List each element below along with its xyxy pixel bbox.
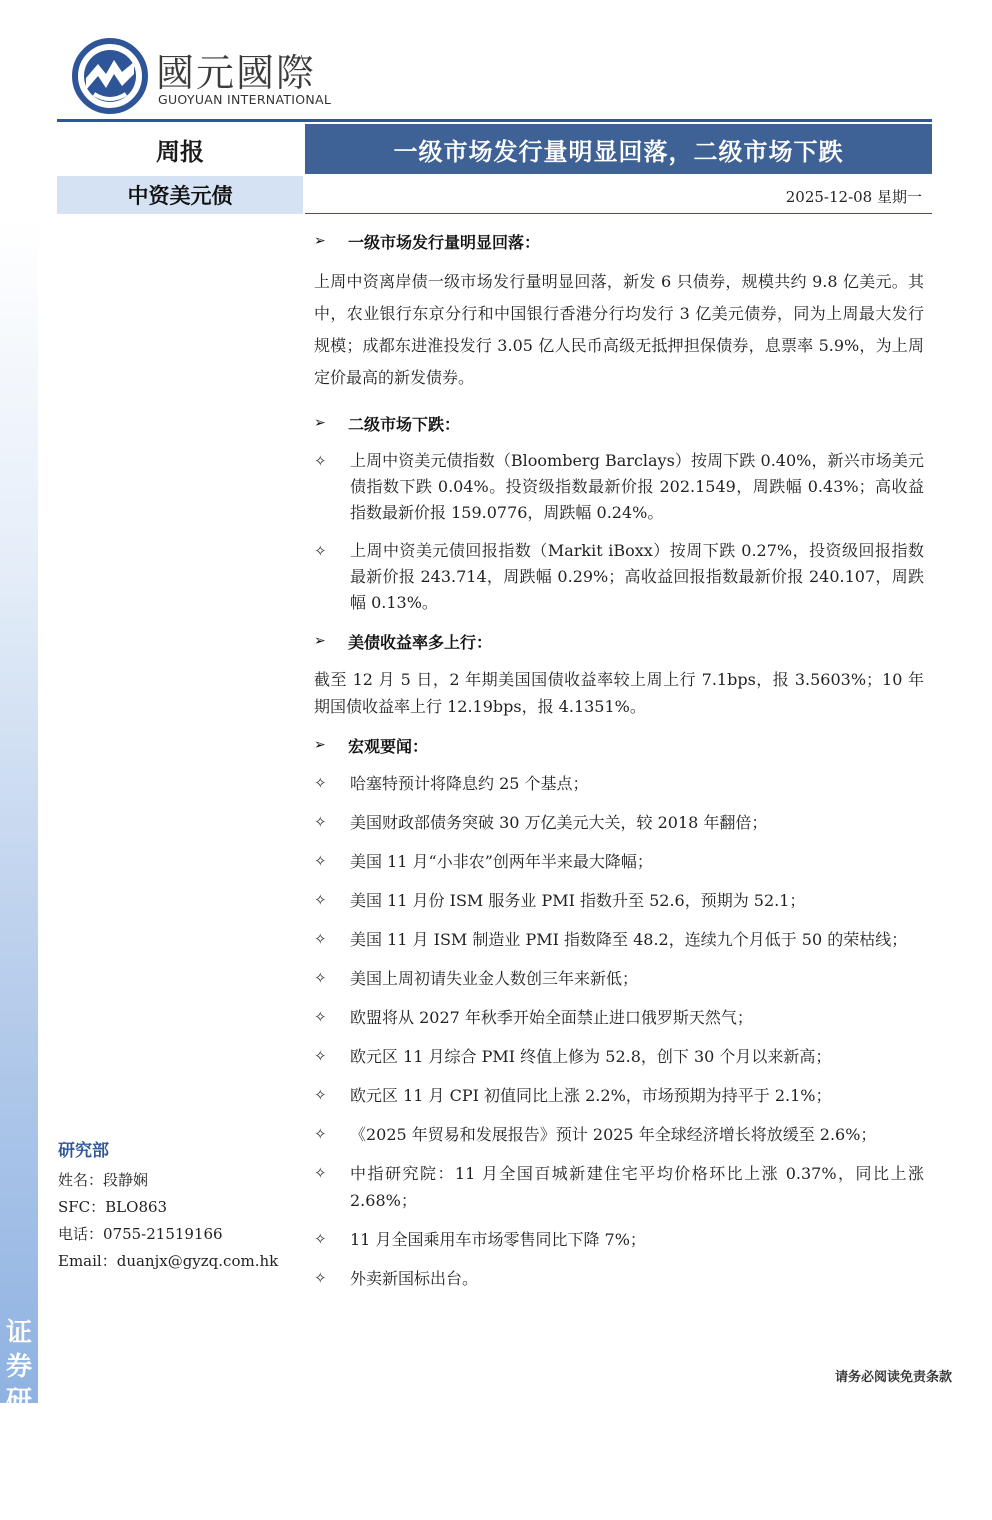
arrow-right-icon: ➢ <box>314 633 326 649</box>
list-item <box>314 448 924 526</box>
list-item-text: 美国上周初请失业金人数创三年来新低； <box>350 969 639 988</box>
report-type: 周报 <box>57 124 303 174</box>
footer-disclaimer: 请务必阅读免责条款 <box>834 1370 952 1385</box>
list-item-text: 美国财政部债务突破 30 万亿美元大关，较 2018 年翻倍； <box>350 813 768 832</box>
list-item <box>314 1265 924 1292</box>
analyst-name: 姓名：段静娴 <box>58 1171 149 1189</box>
list-item <box>314 1043 924 1070</box>
list-item-text: 中指研究院：11 月全国百城新建住宅平均价格环比上涨 0.37%，同比上涨 2.68%； <box>350 1164 924 1210</box>
list-item <box>314 926 924 953</box>
diamond-star-icon: ✧ <box>314 813 327 831</box>
list-item-text: 美国 11 月 ISM 制造业 PMI 指数降至 48.2，连续九个月低于 50 的荣枯线； <box>350 930 908 949</box>
diamond-star-icon: ✧ <box>314 969 327 987</box>
list-item <box>314 1160 924 1214</box>
list-item-text: 欧元区 11 月 CPI 初值同比上涨 2.2%，市场预期为持平于 2.1%； <box>350 1086 832 1105</box>
diamond-star-icon: ✧ <box>314 542 327 560</box>
diamond-star-icon: ✧ <box>314 1086 327 1104</box>
list-item <box>314 848 924 875</box>
sidebar-gradient-strip <box>0 216 38 1518</box>
section-heading <box>314 628 924 654</box>
list-item <box>314 1082 924 1109</box>
report-body <box>314 228 924 1304</box>
list-item-text: 哈塞特预计将降息约 25 个基点； <box>350 774 589 793</box>
sidebar-char: 研 <box>5 1386 32 1416</box>
section-heading-text: 一级市场发行量明显回落： <box>348 232 541 252</box>
sidebar-char: 报 <box>5 1454 32 1484</box>
list-item-text: 11 月全国乘用车市场零售同比下降 7%； <box>350 1230 646 1249</box>
logo-name-en: GUOYUAN INTERNATIONAL <box>158 92 332 107</box>
arrow-right-icon: ➢ <box>314 737 326 753</box>
diamond-star-icon: ✧ <box>314 1269 327 1287</box>
logo-mark-icon <box>72 38 148 114</box>
section-heading-text: 宏观要闻： <box>348 736 429 756</box>
list-item-text: 上周中资美元债指数（Bloomberg Barclays）按周下跌 0.40%，新兴市场美元债指数下跌 0.04%。投资级指数最新价报 202.1549，周跌幅 0.43%；高收益指数最新价报 159.0776，周跌幅 0.24%。 <box>350 451 924 522</box>
list-item <box>314 887 924 914</box>
arrow-right-icon: ➢ <box>314 415 326 431</box>
diamond-star-icon: ✧ <box>314 1008 327 1026</box>
list-item <box>314 1004 924 1031</box>
list-item-text: 欧元区 11 月综合 PMI 终值上修为 52.8，创下 30 个月以来新高； <box>350 1047 832 1066</box>
list-item-text: 外卖新国标出台。 <box>350 1269 479 1288</box>
list-item <box>314 1226 924 1253</box>
analyst-dept: 研究部 <box>58 1141 109 1161</box>
sidebar-char: 券 <box>5 1352 32 1382</box>
sidebar-char: 证 <box>5 1318 32 1348</box>
diamond-star-icon: ✧ <box>314 852 327 870</box>
list-item <box>314 1121 924 1148</box>
report-title: 一级市场发行量明显回落，二级市场下跌 <box>305 124 932 174</box>
diamond-star-icon: ✧ <box>314 452 327 470</box>
diamond-star-icon: ✧ <box>314 930 327 948</box>
sidebar-vertical-label <box>4 1316 34 1520</box>
list-item-text: 美国 11 月“小非农”创两年半来最大降幅； <box>350 852 653 871</box>
list-item <box>314 538 924 616</box>
company-logo <box>72 38 342 114</box>
section-heading <box>314 732 924 758</box>
section-paragraph: 截至 12 月 5 日，2 年期美国国债收益率较上周上行 7.1bps，报 3.5603%；10 年期国债收益率上行 12.19bps，报 4.1351%。 <box>314 670 924 716</box>
logo-name-cn: 國元國際 <box>156 51 317 95</box>
diamond-star-icon: ✧ <box>314 1047 327 1065</box>
section-heading-text: 美债收益率多上行： <box>348 632 493 652</box>
list-item <box>314 770 924 797</box>
diamond-star-icon: ✧ <box>314 1164 327 1182</box>
arrow-right-icon: ➢ <box>314 233 326 249</box>
diamond-star-icon: ✧ <box>314 1125 327 1143</box>
analyst-sfc: SFC：BLO863 <box>58 1198 168 1216</box>
report-category: 中资美元债 <box>57 176 303 214</box>
sidebar-char: 究 <box>5 1420 32 1450</box>
list-item-text: 美国 11 月份 ISM 服务业 PMI 指数升至 52.6，预期为 52.1； <box>350 891 806 910</box>
analyst-phone: 电话：0755-21519166 <box>58 1225 223 1243</box>
section-heading-text: 二级市场下跌： <box>348 414 461 434</box>
list-item <box>314 809 924 836</box>
header-bottom-rule <box>305 213 932 214</box>
analyst-info <box>58 1136 298 1275</box>
diamond-star-icon: ✧ <box>314 891 327 909</box>
diamond-star-icon: ✧ <box>314 774 327 792</box>
section-heading <box>314 228 924 254</box>
list-item-text: 《2025 年贸易和发展报告》预计 2025 年全球经济增长将放缓至 2.6%； <box>350 1125 877 1144</box>
header-top-rule <box>57 119 932 122</box>
diamond-star-icon: ✧ <box>314 1230 327 1248</box>
sidebar-char: 告 <box>5 1488 32 1518</box>
section-paragraph: 上周中资离岸债一级市场发行量明显回落，新发 6 只债券，规模共约 9.8 亿美元。其中，农业银行东京分行和中国银行香港分行均发行 3 亿美元债券，同为上周最大发行规模；成都东进淮投发行 3.05 亿人民币高级无抵押担保债券，息票率 5.9%，为上周定价最高的新发债券。 <box>314 272 924 387</box>
list-item-text: 上周中资美元债回报指数（Markit iBoxx）按周下跌 0.27%，投资级回报指数最新价报 243.714，周跌幅 0.29%；高收益回报指数最新价报 240.107，周跌幅 0.13%。 <box>350 541 924 612</box>
report-date: 2025-12-08 星期一 <box>785 188 922 206</box>
analyst-email[interactable]: Email：duanjx@gyzq.com.hk <box>58 1252 279 1270</box>
section-heading <box>314 410 924 436</box>
list-item-text: 欧盟将从 2027 年秋季开始全面禁止进口俄罗斯天然气； <box>350 1008 753 1027</box>
list-item <box>314 965 924 992</box>
